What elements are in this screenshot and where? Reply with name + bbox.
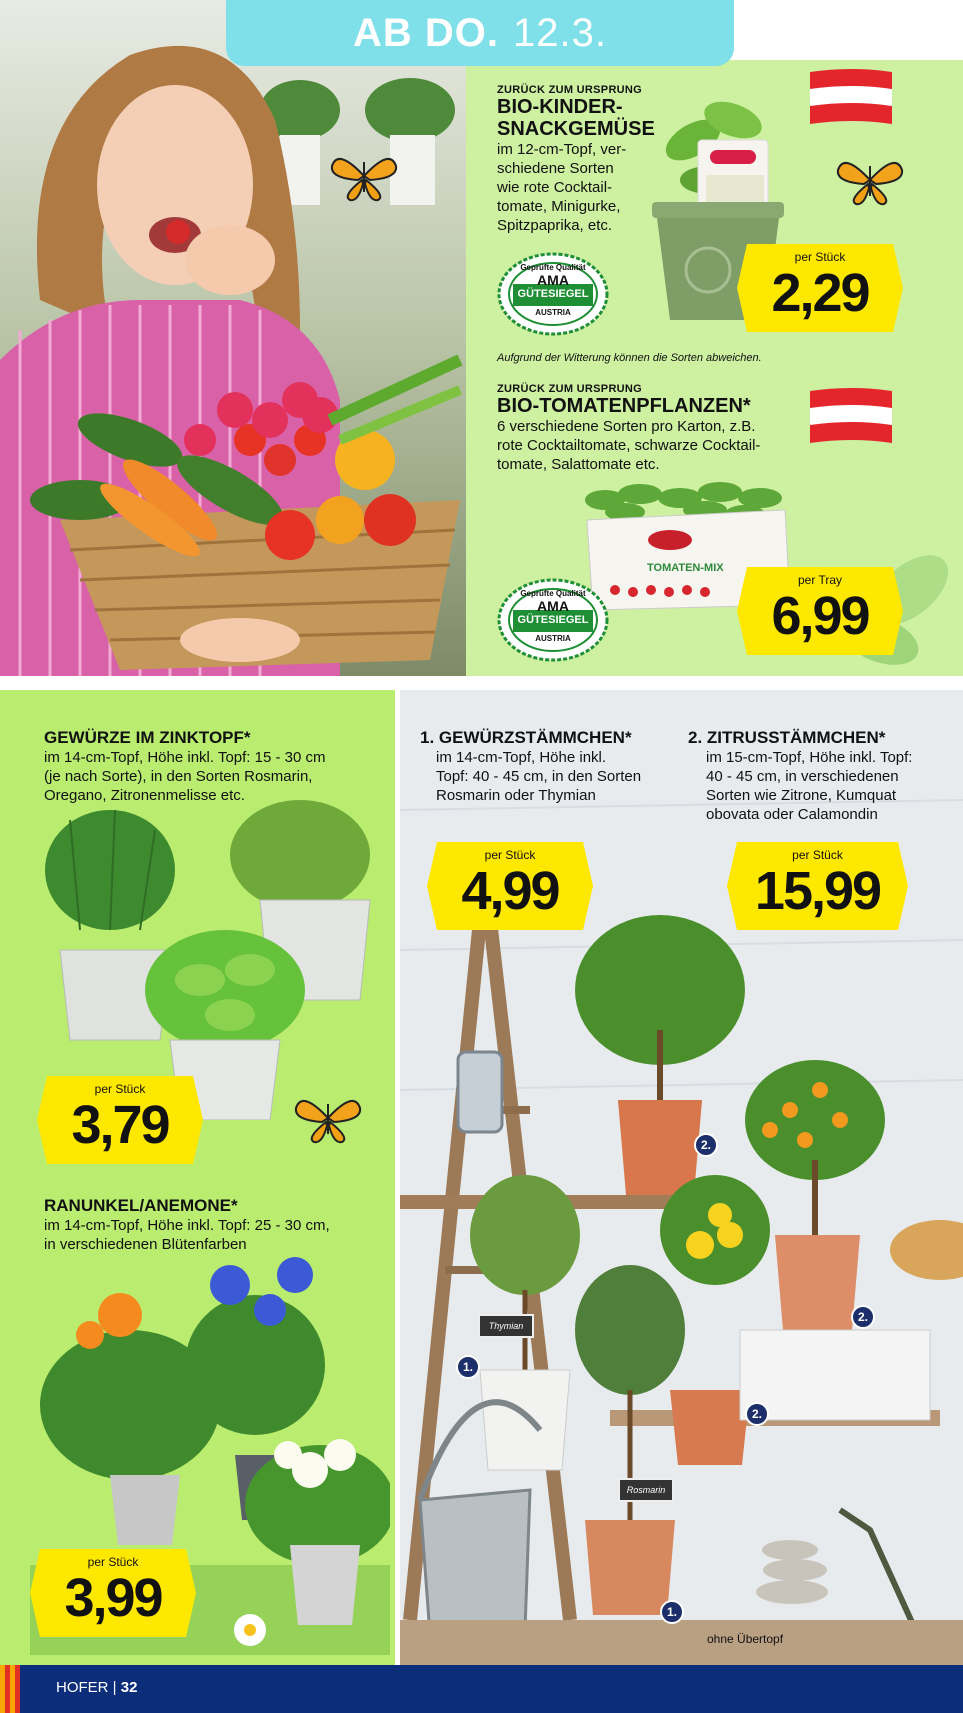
girl-basket-photo (0, 0, 466, 676)
price-badge (735, 563, 905, 659)
product-kicker: ZURÜCK ZUM URSPRUNG (497, 84, 643, 96)
price-value: 15,99 (754, 861, 881, 921)
footer-page-info (56, 1679, 137, 1696)
date-prefix: AB DO. (353, 10, 500, 55)
plant-tag-rosmarin (618, 1478, 674, 1502)
marker-2: 2. (851, 1305, 875, 1329)
product-desc-line: (je nach Sorte), in den Sorten Rosmarin, (44, 768, 313, 785)
marker-2: 2. (694, 1133, 718, 1157)
product-desc-line: Oregano, Zitronenmelisse etc. (44, 787, 245, 804)
product-desc-line: tomate, Salattomate etc. (497, 456, 660, 473)
price-badge (725, 838, 910, 934)
price-label: per Stück (87, 1555, 139, 1569)
price-badge (35, 1072, 205, 1168)
price-value: 4,99 (461, 861, 559, 921)
butterfly-icon (292, 1090, 364, 1146)
tray-box-label: TOMATEN-MIX (647, 562, 724, 574)
product-title-line: BIO-KINDER- (497, 96, 623, 118)
ama-line1: AMA (537, 598, 569, 614)
product-title-line: BIO-TOMATENPFLANZEN* (497, 395, 751, 417)
price-label: per Stück (94, 1082, 146, 1096)
ama-quality-seal (497, 252, 609, 336)
butterfly-icon (834, 152, 906, 208)
page-footer (0, 1665, 963, 1713)
product-desc-line: Topf: 40 - 45 cm, in den Sorten (436, 768, 642, 785)
product-title-line: RANUNKEL/ANEMONE* (44, 1196, 238, 1215)
garden-scene-photo (400, 690, 963, 1665)
price-label: per Tray (797, 573, 842, 587)
ama-quality-seal (497, 578, 609, 662)
ama-ring-bottom: AUSTRIA (535, 634, 571, 643)
price-value: 3,99 (64, 1568, 162, 1628)
footer-page-number: 32 (120, 1679, 138, 1696)
tag-text: Rosmarin (626, 1485, 666, 1495)
price-value: 6,99 (771, 586, 869, 646)
ama-line2: GÜTESIEGEL (517, 288, 589, 300)
product-tomatenpflanzen (497, 383, 817, 474)
product-desc-line: im 14-cm-Topf, Höhe inkl. (436, 749, 607, 766)
footer-brand: HOFER (56, 1679, 109, 1696)
product-desc-line: rote Cocktailtomate, schwarze Cocktail- (497, 437, 761, 454)
product-title-line: 1. GEWÜRZSTÄMMCHEN* (420, 728, 632, 747)
product-ranunkel-anemone (44, 1196, 384, 1254)
tag-text: Thymian (488, 1321, 524, 1331)
date-value: 12.3. (513, 10, 607, 55)
ama-ring-top: Geprüfte Qualität (520, 263, 586, 272)
product-desc-line: im 15-cm-Topf, Höhe inkl. Topf: (706, 749, 913, 766)
product-gewuerze-zinktopf (44, 728, 384, 805)
ama-ring-bottom: AUSTRIA (535, 308, 571, 317)
product-desc-line: im 14-cm-Topf, Höhe inkl. Topf: 25 - 30 cm, (44, 1217, 330, 1234)
austria-flag-icon (808, 385, 894, 445)
product-kicker: ZURÜCK ZUM URSPRUNG (497, 383, 643, 395)
product-desc-line: 40 - 45 cm, in verschiedenen (706, 768, 899, 785)
product-title-line: 2. ZITRUSSTÄMMCHEN* (688, 728, 886, 747)
product-desc-line: obovata oder Calamondin (706, 806, 878, 823)
product-title-line: GEWÜRZE IM ZINKTOPF* (44, 728, 251, 747)
weather-note: Aufgrund der Witterung können die Sorten abweichen. (497, 352, 762, 364)
product-desc-line: tomate, Minigurke, (497, 198, 621, 215)
price-label: per Stück (792, 848, 843, 862)
footer-separator: | (112, 1679, 121, 1696)
butterfly-icon (328, 148, 400, 204)
product-desc-line: 6 verschiedene Sorten pro Karton, z.B. (497, 418, 756, 435)
plant-tag-thymian (478, 1314, 534, 1338)
marker-1: 1. (660, 1600, 684, 1624)
marker-2: 2. (745, 1402, 769, 1426)
product-desc-line: im 12-cm-Topf, ver- (497, 141, 627, 158)
product-desc-line: wie rote Cocktail- (497, 179, 613, 196)
price-badge (28, 1545, 198, 1641)
marker-1: 1. (456, 1355, 480, 1379)
product-title-line: SNACKGEMÜSE (497, 118, 655, 140)
product-desc-line: Spitzpaprika, etc. (497, 217, 613, 234)
brand-stripe (0, 1665, 20, 1713)
product-gewuerzstaemmchen (420, 728, 670, 805)
price-badge (425, 838, 595, 934)
product-zitrusstaemmchen (688, 728, 948, 824)
product-desc-line: Rosmarin oder Thymian (436, 787, 596, 804)
price-label: per Stück (794, 250, 846, 264)
ama-line2: GÜTESIEGEL (517, 614, 589, 626)
ama-line1: AMA (537, 272, 569, 288)
no-pot-caption: ohne Übertopf (707, 1632, 784, 1646)
price-value: 2,29 (771, 263, 869, 323)
product-desc-line: Sorten wie Zitrone, Kumquat (706, 787, 897, 804)
price-value: 3,79 (71, 1095, 169, 1155)
product-desc-line: im 14-cm-Topf, Höhe inkl. Topf: 15 - 30 cm (44, 749, 326, 766)
product-desc-line: in verschiedenen Blütenfarben (44, 1236, 247, 1253)
product-desc-line: schiedene Sorten (497, 160, 614, 177)
austria-flag-icon (808, 66, 894, 126)
price-badge (735, 240, 905, 336)
date-banner (226, 0, 734, 66)
price-label: per Stück (484, 848, 536, 862)
ama-ring-top: Geprüfte Qualität (520, 589, 586, 598)
